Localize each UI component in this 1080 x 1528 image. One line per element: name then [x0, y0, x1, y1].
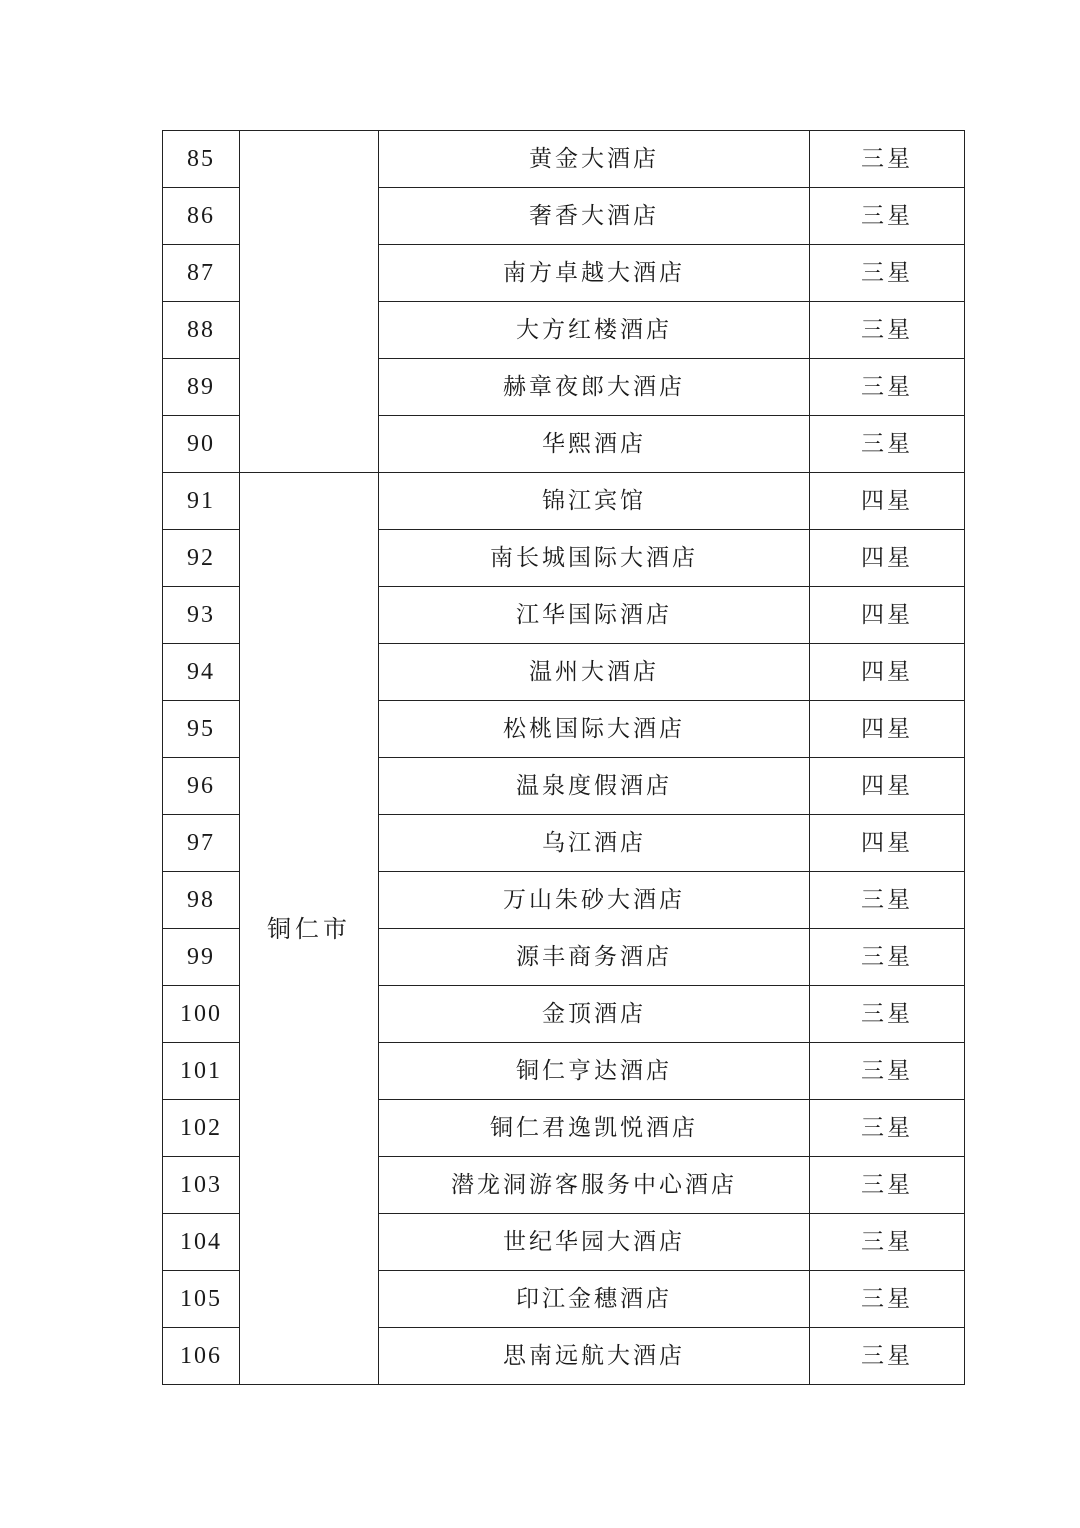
row-number: 105: [163, 1271, 240, 1328]
hotel-name-cell: 奢香大酒店: [379, 188, 810, 245]
hotel-name-cell: 松桃国际大酒店: [379, 701, 810, 758]
hotel-name-cell: 温州大酒店: [379, 644, 810, 701]
star-rating-cell: 三星: [810, 929, 965, 986]
star-rating-cell: 四星: [810, 530, 965, 587]
star-rating-cell: 三星: [810, 1271, 965, 1328]
row-number: 86: [163, 188, 240, 245]
star-rating-cell: 三星: [810, 188, 965, 245]
star-rating-cell: 四星: [810, 644, 965, 701]
hotel-name-cell: 金顶酒店: [379, 986, 810, 1043]
hotel-name-cell: 温泉度假酒店: [379, 758, 810, 815]
hotel-name-cell: 思南远航大酒店: [379, 1328, 810, 1385]
star-rating-cell: 三星: [810, 1328, 965, 1385]
star-rating-cell: 四星: [810, 758, 965, 815]
star-rating-cell: 三星: [810, 872, 965, 929]
table-row: [163, 473, 965, 530]
row-number: 85: [163, 131, 240, 188]
hotel-name-cell: 南长城国际大酒店: [379, 530, 810, 587]
star-rating-cell: 四星: [810, 701, 965, 758]
row-number: 104: [163, 1214, 240, 1271]
row-number: 102: [163, 1100, 240, 1157]
hotel-name-cell: 万山朱砂大酒店: [379, 872, 810, 929]
hotel-name-cell: 锦江宾馆: [379, 473, 810, 530]
row-number: 103: [163, 1157, 240, 1214]
row-number: 100: [163, 986, 240, 1043]
row-number: 96: [163, 758, 240, 815]
star-rating-cell: 三星: [810, 416, 965, 473]
hotel-name-cell: 大方红楼酒店: [379, 302, 810, 359]
row-number: 88: [163, 302, 240, 359]
hotel-name-cell: 乌江酒店: [379, 815, 810, 872]
hotel-name-cell: 印江金穗酒店: [379, 1271, 810, 1328]
hotel-table-body: [163, 131, 965, 1385]
table-row: [163, 131, 965, 188]
row-number: 90: [163, 416, 240, 473]
star-rating-cell: 三星: [810, 302, 965, 359]
hotel-name-cell: 铜仁君逸凯悦酒店: [379, 1100, 810, 1157]
star-rating-cell: 四星: [810, 815, 965, 872]
row-number: 92: [163, 530, 240, 587]
city-cell: 铜仁市: [240, 473, 379, 1385]
row-number: 101: [163, 1043, 240, 1100]
star-rating-cell: 三星: [810, 245, 965, 302]
star-rating-cell: 三星: [810, 1157, 965, 1214]
row-number: 98: [163, 872, 240, 929]
star-rating-cell: 三星: [810, 1100, 965, 1157]
row-number: 97: [163, 815, 240, 872]
row-number: 106: [163, 1328, 240, 1385]
row-number: 91: [163, 473, 240, 530]
hotel-name-cell: 潜龙洞游客服务中心酒店: [379, 1157, 810, 1214]
hotel-name-cell: 世纪华园大酒店: [379, 1214, 810, 1271]
star-rating-cell: 三星: [810, 1043, 965, 1100]
star-rating-cell: 四星: [810, 587, 965, 644]
hotel-name-cell: 华熙酒店: [379, 416, 810, 473]
row-number: 87: [163, 245, 240, 302]
row-number: 94: [163, 644, 240, 701]
hotel-name-cell: 赫章夜郎大酒店: [379, 359, 810, 416]
star-rating-cell: 三星: [810, 131, 965, 188]
star-rating-cell: 三星: [810, 986, 965, 1043]
star-rating-cell: 三星: [810, 1214, 965, 1271]
row-number: 93: [163, 587, 240, 644]
city-cell: [240, 131, 379, 473]
hotel-name-cell: 江华国际酒店: [379, 587, 810, 644]
star-rating-cell: 四星: [810, 473, 965, 530]
star-rating-cell: 三星: [810, 359, 965, 416]
hotel-table-container: [162, 130, 964, 1385]
hotel-name-cell: 黄金大酒店: [379, 131, 810, 188]
hotel-table: [162, 130, 965, 1385]
row-number: 89: [163, 359, 240, 416]
hotel-name-cell: 铜仁亨达酒店: [379, 1043, 810, 1100]
hotel-name-cell: 源丰商务酒店: [379, 929, 810, 986]
row-number: 95: [163, 701, 240, 758]
hotel-name-cell: 南方卓越大酒店: [379, 245, 810, 302]
row-number: 99: [163, 929, 240, 986]
